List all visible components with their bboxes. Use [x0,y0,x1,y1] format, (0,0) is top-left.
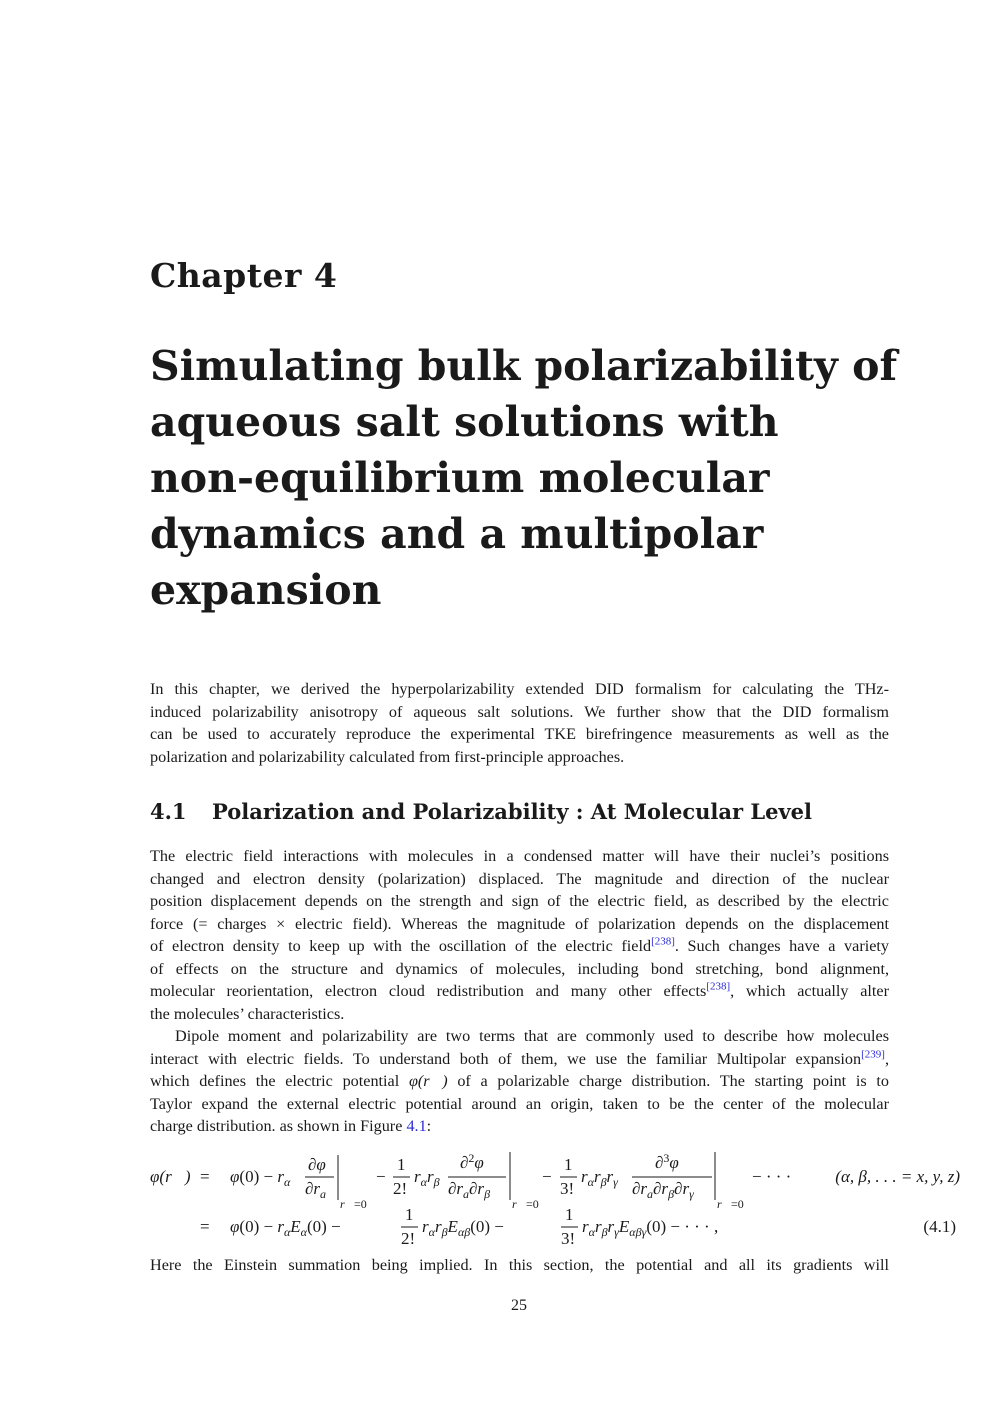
abstract-line: polarization and polarizability calculated from first-principle approaches. [150,747,625,766]
svg-text:rαrβEαβ(0) −: $r_\alpha r_\beta E_{\alpha\beta}(0)$ − [422,1217,504,1239]
svg-text:3!: 3! [560,1179,575,1198]
svg-text:rαrβrγ: $r_\alpha r_\beta r_\gamma$ [581,1167,618,1189]
svg-text:∂ra: $\partial r_a$ [305,1179,327,1201]
equation-4-1 [150,1150,960,1258]
chapter-label: Chapter 4 [150,256,338,295]
paragraph-line: changed and electron density (polarization) displaced. The magnitude and direction of the nuclear [150,869,889,888]
paragraph-line: of electron density to keep up with the oscillation of the electric field[238]. Such changes have a variety [150,935,889,955]
equation-condition: (α, β, . . . = x, y, z) [835,1167,960,1186]
svg-text:∂ra∂rβ∂rγ: $\partial r_a\partial r_\beta\partial r_\gamma$ [632,1179,694,1201]
paragraph-line: Dipole moment and polarizability are two terms that are commonly used to describe how molecules [175,1027,889,1045]
svg-text:− · · ·: − · · · [752,1167,792,1186]
chapter-title-line: non-equilibrium molecular [150,454,770,502]
svg-text:∂2φ: ∂$^2$φ [460,1151,484,1172]
abstract-line: can be used to accurately reproduce the experimental TKE birefringence measurements as well as the [150,725,889,743]
svg-text:∂ra∂rβ: $\partial r_a\partial r_\beta$ [448,1179,491,1201]
chapter-abstract [150,678,889,768]
citation-link[interactable]: [238] [651,935,675,948]
paragraph-line: interact with electric fields. To understand both of them, we use the familiar Multipolar expansion[239], [150,1048,889,1068]
citation-link[interactable]: [238] [706,980,731,993]
svg-text:=: = [200,1167,210,1186]
equation-graphic [150,1150,960,1258]
svg-text:rαrβ: $r_\alpha r_\beta$ [414,1167,440,1189]
body-paragraph-3 [150,1254,889,1277]
section-heading [150,799,890,824]
svg-text:∂φ: ∂φ [308,1155,326,1174]
chapter-title-line: expansion [150,566,382,614]
chapter-title-line: dynamics and a multipolar [150,510,764,558]
citation-link[interactable]: [239] [861,1048,885,1061]
page-number: 25 [511,1297,527,1314]
body-paragraph-2 [150,1025,889,1138]
svg-text:−: − [376,1167,386,1186]
chapter-title-line: Simulating bulk polarizability of [150,342,898,390]
chapter-title-line: aqueous salt solutions with [150,398,779,446]
section-title: Polarization and Polarizability : At Molecular Level [212,799,813,824]
paragraph-line: the molecules’ characteristics. [150,1004,345,1023]
paragraph-line: which defines the electric potential φ(r⃗) of a polarizable charge distribution. The starting point is to [150,1072,889,1090]
body-paragraph-1 [150,845,889,1025]
svg-text:=: = [200,1217,210,1236]
svg-text:∂3φ: ∂$^3$φ [655,1151,679,1172]
paragraph-line: force (= charges × electric field). Whereas the magnitude of polarization depends on the displacement [150,914,889,933]
svg-text:rαrβrγEαβγ(0) − · · · ,: $r_\alpha r_\beta r_\gamma E_{\alpha\beta\gamma}(0)$ − · · · , [582,1217,719,1239]
svg-text:2!: 2! [393,1179,408,1198]
svg-text:1: 1 [564,1155,573,1174]
paragraph-line: The electric field interactions with molecules in a condensed matter will have their nuclei’s positions [150,847,889,865]
abstract-line: In this chapter, we derived the hyperpolarizability extended DID formalism for calculating the THz- [150,680,889,698]
paragraph-line: charge distribution. as shown in Figure 4.1: [150,1117,432,1135]
svg-text:r⃗=0: r⃗=0 [717,1197,744,1211]
paragraph-line: Here the Einstein summation being implied. In this section, the potential and all its gradients will [150,1256,889,1274]
svg-text:1: 1 [405,1205,414,1224]
svg-text:1: 1 [397,1155,406,1174]
svg-text:2!: 2! [401,1229,416,1248]
svg-text:φ(0) − rαEα(0) −: $\varphi(0) - r_\alpha E_\alpha(0)$ − [230,1217,341,1239]
svg-text:1: 1 [565,1205,574,1224]
svg-text:r⃗=0: r⃗=0 [340,1197,367,1211]
chapter-title [150,338,898,618]
equation-number: (4.1) [923,1217,956,1236]
svg-text:3!: 3! [561,1229,576,1248]
svg-text:r⃗=0: r⃗=0 [512,1197,539,1211]
svg-text:φ(0) − rα: $\varphi(0) - r_\alpha$ [230,1167,291,1189]
paragraph-line: Taylor expand the external electric potential around an origin, taken to be the center of the molecular [150,1094,889,1113]
svg-text:φ(r⃗): φ(r⃗) [150,1167,191,1186]
section-number: 4.1 [150,799,187,824]
paragraph-line: position displacement depends on the strength and sign of the electric field, as described by the electric [150,892,889,910]
svg-text:−: − [542,1167,552,1186]
paragraph-line: molecular reorientation, electron cloud redistribution and many other effects[238], which actually alter [150,980,889,1000]
potential-symbol: φ(r⃗) [408,1072,448,1090]
paragraph-line: of effects on the structure and dynamics of molecules, including bond stretching, bond alignment, [150,959,889,978]
abstract-line: induced polarizability anisotropy of aqueous salt solutions. We further show that the DID formalism [150,702,889,721]
figure-reference-link[interactable]: 4.1 [406,1117,427,1135]
